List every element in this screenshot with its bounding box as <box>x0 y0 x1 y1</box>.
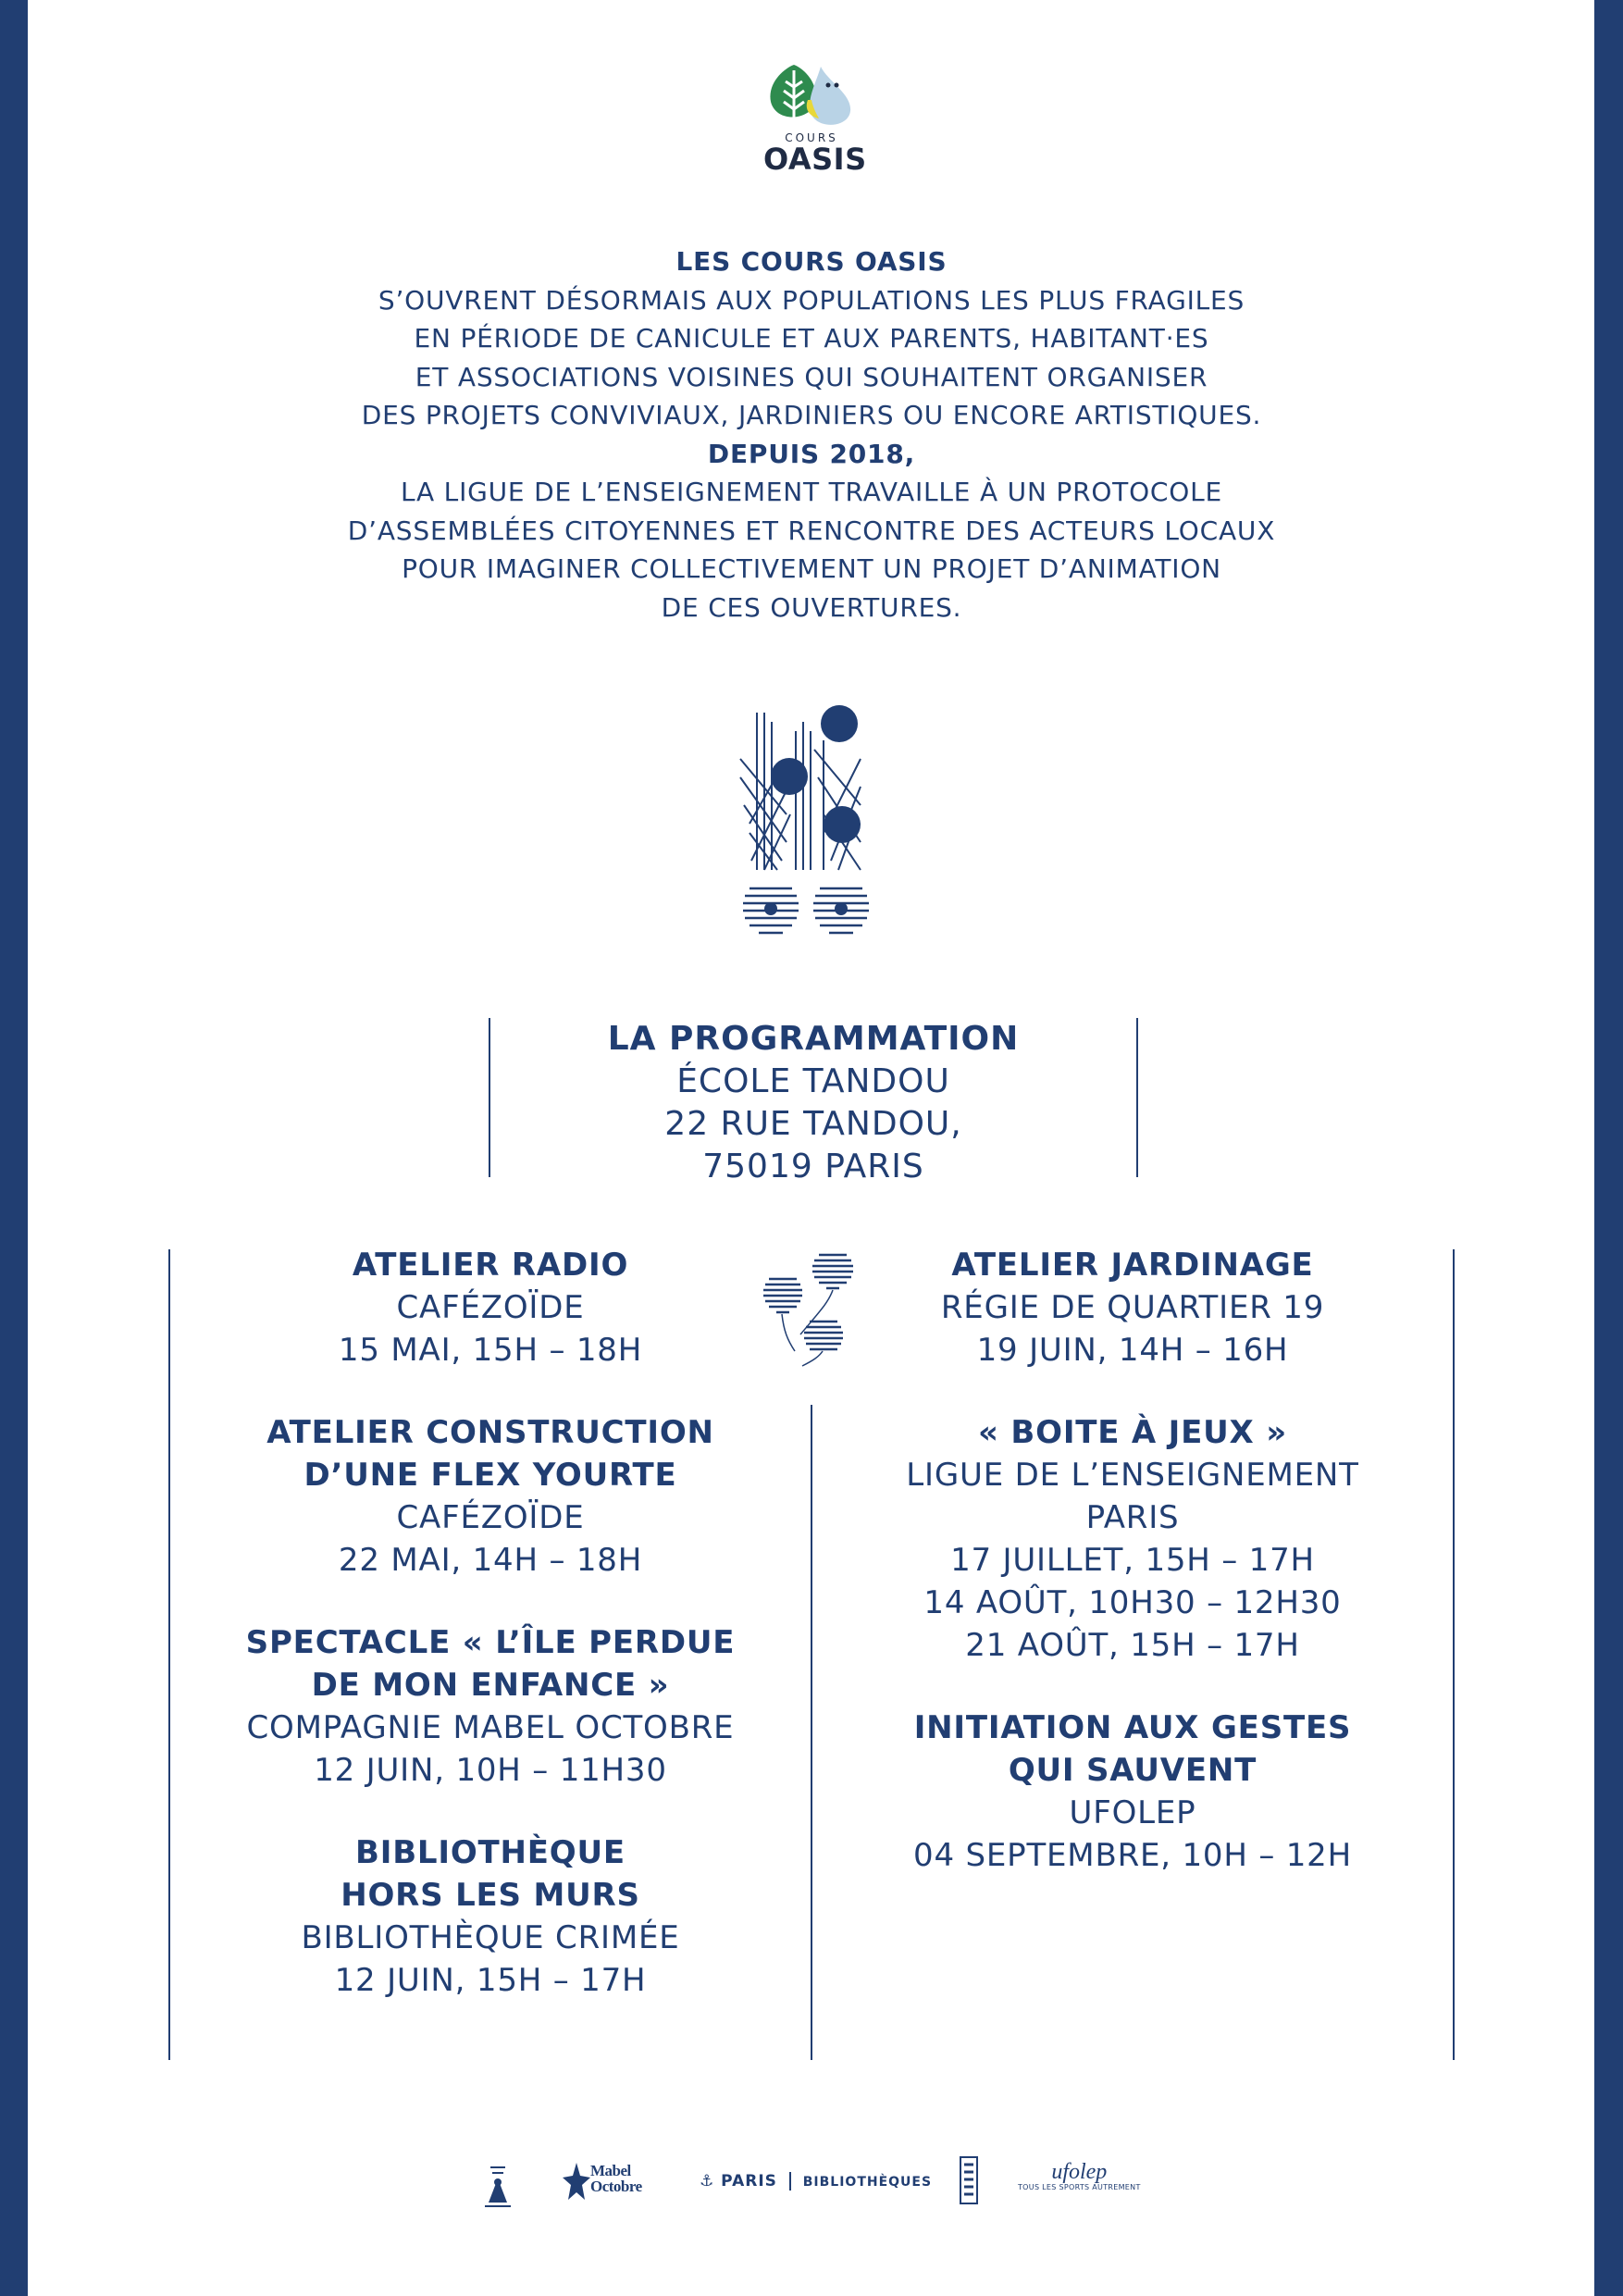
event-title: INITIATION AUX GESTES <box>913 1709 1352 1746</box>
logo-divider <box>789 2172 791 2191</box>
event-date: 21 AOÛT, 15H – 17H <box>965 1627 1300 1664</box>
event-title: ATELIER JARDINAGE <box>951 1247 1314 1284</box>
leaf-drop-icon <box>763 63 860 133</box>
logo-oasis-text: OASIS <box>763 142 867 177</box>
right-border-band <box>1594 0 1623 2296</box>
ufolep-tagline: TOUS LES SPORTS AUTREMENT <box>1018 2183 1141 2191</box>
intro-subtitle: DEPUIS 2018, <box>707 438 916 469</box>
event-item <box>818 1244 1447 1371</box>
event-item <box>176 1411 805 1582</box>
event-date: 14 AOÛT, 10H30 – 12H30 <box>923 1584 1342 1621</box>
event-title: D’UNE FLEX YOURTE <box>304 1457 677 1494</box>
event-date: 12 JUIN, 15H – 17H <box>334 1962 647 1999</box>
bibliotheques-text: BIBLIOTHÈQUES <box>802 2175 933 2190</box>
event-title: BIBLIOTHÈQUE <box>355 1834 626 1871</box>
event-title: DE MON ENFANCE » <box>311 1667 670 1704</box>
left-events-column <box>176 1244 805 2042</box>
programme-place: ÉCOLE TANDOU <box>676 1062 950 1100</box>
event-organizer: COMPAGNIE MABEL OCTOBRE <box>246 1709 735 1746</box>
intro-line: ET ASSOCIATIONS VOISINES QUI SOUHAITENT ORGANISER <box>415 361 1208 392</box>
dot-icon <box>821 705 858 742</box>
grid-rule-left <box>168 1249 170 2060</box>
event-date: 04 SEPTEMBRE, 10H – 12H <box>913 1837 1352 1874</box>
event-organizer: LIGUE DE L’ENSEIGNEMENT <box>906 1457 1359 1494</box>
ufolep-logo <box>1018 2161 1141 2191</box>
ufolep-text: ufolep <box>1051 2160 1108 2184</box>
intro-line: D’ASSEMBLÉES CITOYENNES ET RENCONTRE DES ACTEURS LOCAUX <box>347 515 1276 546</box>
event-item <box>176 1244 805 1371</box>
intro-line: EN PÉRIODE DE CANICULE ET AUX PARENTS, HABITANT·ES <box>414 323 1209 354</box>
event-item <box>818 1411 1447 1667</box>
cafezoide-logo-icon <box>481 2156 514 2210</box>
intro-title: LES COURS OASIS <box>675 246 948 277</box>
logo-cours-text: COURS <box>785 131 838 144</box>
event-title: « BOITE À JEUX » <box>978 1414 1287 1451</box>
event-title: HORS LES MURS <box>341 1877 640 1914</box>
octobre-text: Octobre <box>590 2178 642 2195</box>
cours-oasis-logo <box>763 63 867 178</box>
intro-line: LA LIGUE DE L’ENSEIGNEMENT TRAVAILLE À UN PROTOCOLE <box>400 477 1223 507</box>
intro-line: S’OUVRENT DÉSORMAIS AUX POPULATIONS LES PLUS FRAGILES <box>378 284 1245 316</box>
event-item <box>818 1706 1447 1877</box>
programme-header <box>489 1018 1138 1185</box>
mabel-text: Mabel <box>590 2162 631 2179</box>
event-organizer: CAFÉZOÏDE <box>396 1289 585 1326</box>
paris-ship-icon: ⚓ <box>700 2172 715 2191</box>
event-organizer: PARIS <box>1085 1499 1180 1536</box>
mabel-octobre-logo <box>563 2157 655 2207</box>
right-events-column <box>818 1244 1447 1917</box>
event-title: ATELIER CONSTRUCTION <box>266 1414 714 1451</box>
intro-text <box>256 242 1367 627</box>
paris-text: PARIS <box>721 2172 777 2191</box>
event-date: 15 MAI, 15H – 18H <box>338 1332 643 1369</box>
partner-logos <box>481 2152 1147 2207</box>
paris-bibliotheques-logo <box>700 2172 932 2191</box>
event-date: 19 JUIN, 14H – 16H <box>976 1332 1289 1369</box>
star-figure-icon <box>563 2161 590 2207</box>
tree-pattern-illustration <box>731 703 888 944</box>
dot-icon <box>824 806 861 843</box>
programme-street: 22 RUE TANDOU, <box>664 1105 962 1143</box>
event-organizer: UFOLEP <box>1069 1794 1196 1831</box>
event-date: 22 MAI, 14H – 18H <box>338 1542 643 1579</box>
dot-icon <box>771 758 808 795</box>
left-border-band <box>0 0 28 2296</box>
event-title: SPECTACLE « L’ÎLE PERDUE <box>245 1624 736 1661</box>
event-title: QUI SAUVENT <box>1008 1752 1258 1789</box>
grid-rule-center <box>811 1405 812 2060</box>
intro-line: DES PROJETS CONVIVIAUX, JARDINIERS OU ENCORE ARTISTIQUES. <box>361 400 1262 430</box>
programme-title: LA PROGRAMMATION <box>607 1020 1020 1058</box>
event-organizer: CAFÉZOÏDE <box>396 1499 585 1536</box>
intro-line: DE CES OUVERTURES. <box>661 591 962 623</box>
regie-de-quartier-logo-icon <box>959 2155 979 2209</box>
event-date: 12 JUIN, 10H – 11H30 <box>314 1752 667 1789</box>
event-item <box>176 1831 805 2002</box>
event-date: 17 JUILLET, 15H – 17H <box>950 1542 1315 1579</box>
grid-rule-right <box>1453 1249 1455 2060</box>
intro-line: POUR IMAGINER COLLECTIVEMENT UN PROJET D’ANIMATION <box>402 553 1221 584</box>
event-item <box>176 1621 805 1792</box>
event-organizer: BIBLIOTHÈQUE CRIMÉE <box>301 1919 680 1956</box>
event-title: ATELIER RADIO <box>352 1247 629 1284</box>
programme-city: 75019 PARIS <box>702 1148 924 1185</box>
event-organizer: RÉGIE DE QUARTIER 19 <box>940 1289 1325 1326</box>
